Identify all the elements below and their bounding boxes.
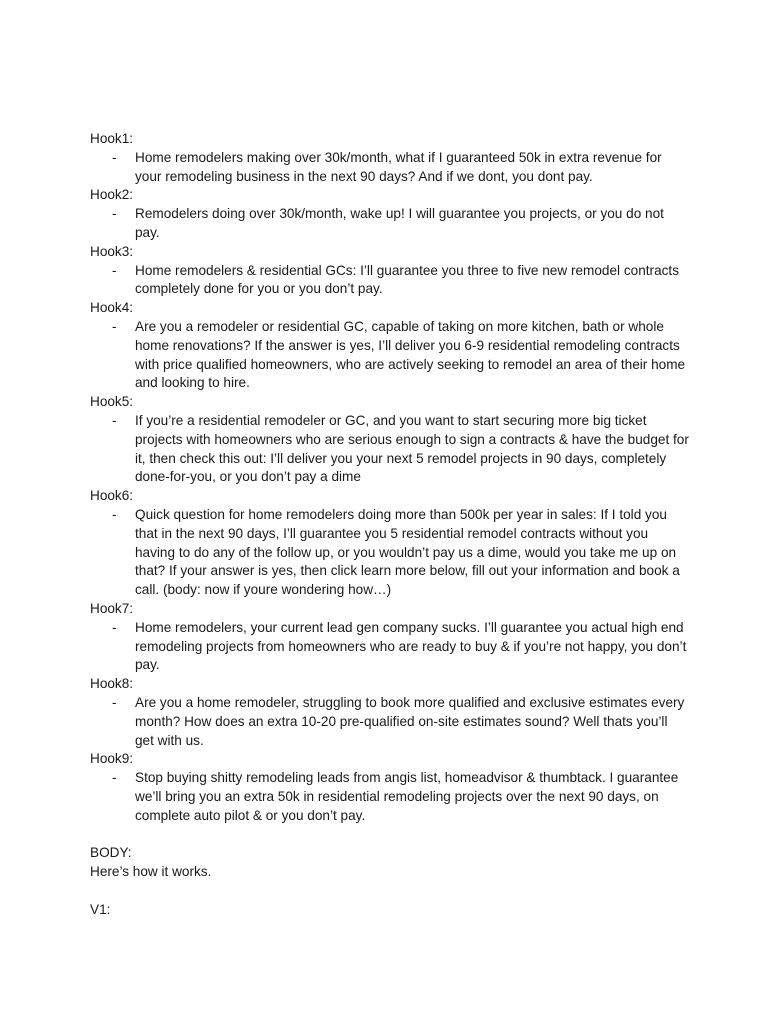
dash-bullet: - <box>112 262 117 278</box>
hook-bullet-item <box>90 769 690 825</box>
hook-bullet-item <box>90 262 690 300</box>
hook-label: Hook7: <box>90 600 134 616</box>
hook-label: Hook9: <box>90 751 134 767</box>
hook-9 <box>90 750 690 825</box>
body-text: Here’s how it works. <box>90 864 212 880</box>
hook-bullet-item <box>90 149 690 187</box>
hook-text: Quick question for home remodelers doing more than 500k per year in sales: If I told you that in the next 90 days, I’ll guarantee you 5 residential remodel contracts without you having to do any of the follow up, or you wouldn’t pay us a dime, would you take me up on that? If your answer is yes, then click learn more below, fill out your information and book a call. (body: now if youre wondering how…) <box>135 506 680 598</box>
hook-bullet-item <box>90 412 690 487</box>
hook-text: Stop buying shitty remodeling leads from angis list, homeadvisor & thumbtack. I guarantee we’ll bring you an extra 50k in residential remodeling projects over the next 90 days, on complete auto pilot & or you don’t pay. <box>135 770 679 823</box>
hook-label: Hook2: <box>90 187 134 203</box>
hook-label: Hook4: <box>90 300 134 316</box>
hook-3 <box>90 243 690 299</box>
dash-bullet: - <box>112 506 117 522</box>
document-body <box>90 130 690 919</box>
hook-8 <box>90 675 690 750</box>
hook-label: Hook8: <box>90 676 134 692</box>
hook-text: Home remodelers making over 30k/month, what if I guaranteed 50k in extra revenue for your remodeling business in the next 90 days? And if we dont, you dont pay. <box>135 149 662 184</box>
hook-bullet-item <box>90 318 690 393</box>
hook-label: Hook5: <box>90 394 134 410</box>
dash-bullet: - <box>112 770 117 786</box>
hook-5 <box>90 393 690 487</box>
hook-bullet-item <box>90 506 690 600</box>
hook-text: Remodelers doing over 30k/month, wake up! I will guarantee you projects, or you do not pay. <box>135 206 664 240</box>
hook-text: If you’re a residential remodeler or GC, and you want to start securing more big ticket projects with homeowners who are serious enough to sign a contracts & have the budget for it, then check this out: I’ll deliver you your next 5 remodel projects in 90 days, completely done-for-you, or you don’t pay a dime <box>135 412 689 485</box>
dash-bullet: - <box>112 694 117 710</box>
hook-1 <box>90 130 690 186</box>
hook-bullet-item <box>90 619 690 675</box>
hook-text: Home remodelers, your current lead gen company sucks. I’ll guarantee you actual high end remodeling projects from homeowners who are ready to buy & if you’re not happy, you don’t pay. <box>135 619 687 673</box>
hook-bullet-item <box>90 694 690 750</box>
dash-bullet: - <box>112 619 117 635</box>
dash-bullet: - <box>112 149 117 165</box>
body-heading: BODY: <box>90 845 132 861</box>
blank-line <box>90 882 690 901</box>
hook-4 <box>90 299 690 393</box>
blank-line <box>90 825 690 844</box>
hook-label: Hook1: <box>90 131 134 146</box>
hook-text: Home remodelers & residential GCs: I’ll guarantee you three to five new remodel contracts completely done for you or you don’t pay. <box>135 262 680 297</box>
dash-bullet: - <box>112 206 117 222</box>
hook-2 <box>90 186 690 242</box>
dash-bullet: - <box>112 318 117 334</box>
hook-text: Are you a home remodeler, struggling to book more qualified and exclusive estimates every month? How does an extra 10-20 pre-qualified on-site estimates sound? Well thats you’ll get with us. <box>135 694 685 748</box>
v1-heading: V1: <box>90 901 111 917</box>
hook-6 <box>90 487 690 600</box>
hook-label: Hook3: <box>90 243 134 259</box>
hook-text: Are you a remodeler or residential GC, capable of taking on more kitchen, bath or whole home renovations? If the answer is yes, I’ll deliver you 6-9 residential remodeling contracts with price qualified homeowners, who are actively seeking to remodel an area of their home and looking to hire. <box>135 318 686 391</box>
hook-bullet-item <box>90 205 690 243</box>
dash-bullet: - <box>112 412 117 428</box>
hook-7 <box>90 600 690 675</box>
hook-label: Hook6: <box>90 488 134 504</box>
